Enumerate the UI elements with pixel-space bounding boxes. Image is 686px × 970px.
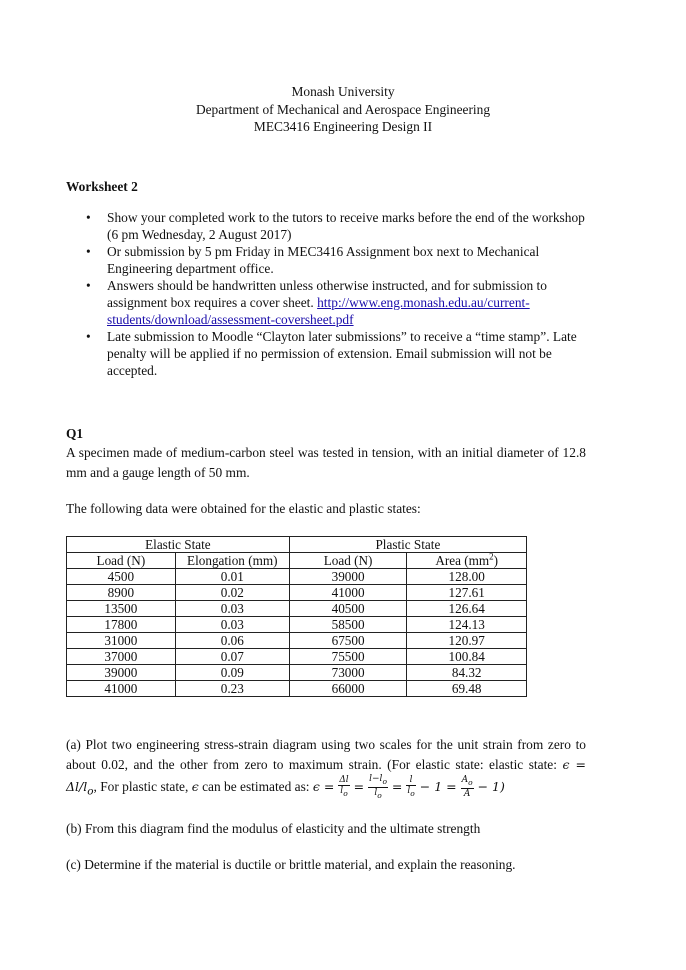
table-cell: 4500 [67, 569, 176, 585]
table-cell: 40500 [289, 601, 407, 617]
column-header-area: Area $(mm^2)$ [407, 553, 527, 569]
cover-sheet-link[interactable]: http://www.eng.monash.edu.au/current- students/download/assessment-coversheet.pdf [107, 295, 530, 327]
table-cell: 0.02 [175, 585, 289, 601]
part-c-text: (c) Determine if the material is ductile or brittle material, and explain the reasoning. [66, 857, 516, 872]
table-cell: 126.64 [407, 601, 527, 617]
table-cell: 37000 [67, 649, 176, 665]
bullet-icon: • [86, 210, 91, 225]
part-a-text: (a) Plot two engineering stress-strain diagram using two scales for the unit strain from zero to about 0.02, and the other from zero to maximum strain. (For elastic state: elastic state: $\epsilon = \Delta l/l_o$, For plastic state, ϵ can be estimated as: ϵ = $\frac{\Delta l}{l_o}$ = $\frac{l-l_o}{l_o}$ = $\frac{l}{l_o}$ − 1 = $\frac{A_o}{A}$ − 1) [66, 737, 586, 800]
table-cell: 39000 [289, 569, 407, 585]
university-name: Monash University [291, 84, 395, 99]
plastic-strain-formula: ϵ = $\frac{\Delta l}{l_o}$ = $\frac{l-l_o}{l_o}$ = $\frac{l}{l_o}$ − 1 = $\frac{A_o}{A}$ − 1) [312, 774, 505, 800]
table-cell: 100.84 [407, 649, 527, 665]
table-cell: 0.07 [175, 649, 289, 665]
course-name: MEC3416 Engineering Design II [253, 119, 433, 134]
part-b-text: (b) From this diagram find the modulus of elasticity and the ultimate strength [66, 821, 481, 836]
strain-symbol: ϵ = [562, 756, 586, 772]
elastic-strain-formula: $\Delta l/l_o$ [66, 778, 94, 798]
plastic-state-header: Plastic State [289, 537, 526, 553]
table-cell: 67500 [289, 633, 407, 649]
table-cell: 41000 [289, 585, 407, 601]
table-row [67, 633, 527, 649]
table-cell: 0.03 [175, 617, 289, 633]
elastic-state-header: Elastic State [67, 537, 290, 553]
strain-symbol: ϵ [191, 778, 199, 794]
data-intro: The following data were obtained for the elastic and plastic states: [66, 501, 421, 516]
table-cell: 0.09 [175, 665, 289, 681]
table-row [67, 665, 527, 681]
table-cell: 17800 [67, 617, 176, 633]
instruction-item: • Show your completed work to the tutors to receive marks before the end of the workshop (6 pm Wednesday, 2 August 2017) [86, 210, 585, 242]
table-column-header-row [67, 553, 527, 569]
table-cell: 84.32 [407, 665, 527, 681]
table-cell: 41000 [67, 681, 176, 697]
table-row [67, 585, 527, 601]
table-cell: 0.23 [175, 681, 289, 697]
table-row [67, 649, 527, 665]
instructions-list [66, 209, 586, 379]
table-cell: 120.97 [407, 633, 527, 649]
department-name: Department of Mechanical and Aerospace Engineering [195, 101, 491, 117]
table-cell: 66000 [289, 681, 407, 697]
test-data-table [66, 536, 527, 697]
question-intro: A specimen made of medium-carbon steel was tested in tension, with an initial diameter of 12.8 mm and a gauge length of 50 mm. [66, 445, 586, 480]
table-cell: 75500 [289, 649, 407, 665]
table-cell: 0.01 [175, 569, 289, 585]
table-cell: 127.61 [407, 585, 527, 601]
column-header-load: Load (N) [289, 553, 407, 569]
table-row [67, 681, 527, 697]
instruction-item: • Answers should be handwritten unless otherwise instructed, and for submission to assignment box requires a cover sheet. http://www.eng.monash.edu.au/current- students/download/assessment-coversheet.pdf [86, 278, 547, 327]
table-cell: 8900 [67, 585, 176, 601]
bullet-icon: • [86, 278, 91, 293]
column-header-load: Load (N) [67, 553, 176, 569]
table-row [67, 569, 527, 585]
table-group-header-row [67, 537, 527, 553]
document-header [0, 83, 686, 136]
column-header-elongation: Elongation (mm) [175, 553, 289, 569]
table-row [67, 601, 527, 617]
table-cell: 0.03 [175, 601, 289, 617]
bullet-icon: • [86, 329, 91, 344]
table-cell: 69.48 [407, 681, 527, 697]
bullet-icon: • [86, 244, 91, 259]
table-cell: 31000 [67, 633, 176, 649]
question-title: Q1 [66, 426, 84, 441]
table-cell: 128.00 [407, 569, 527, 585]
table-cell: 124.13 [407, 617, 527, 633]
table-cell: 0.06 [175, 633, 289, 649]
table-row [67, 617, 527, 633]
table-cell: 39000 [67, 665, 176, 681]
instruction-item: • Late submission to Moodle “Clayton later submissions” to receive a “time stamp”. Late penalty will be applied if no permission of extension. Email submission will not be accepted. [86, 329, 577, 378]
table-cell: 13500 [67, 601, 176, 617]
instruction-item: • Or submission by 5 pm Friday in MEC3416 Assignment box next to Mechanical Engineering department office. [86, 244, 540, 276]
table-cell: 73000 [289, 665, 407, 681]
table-cell: 58500 [289, 617, 407, 633]
worksheet-title: Worksheet 2 [66, 179, 138, 194]
